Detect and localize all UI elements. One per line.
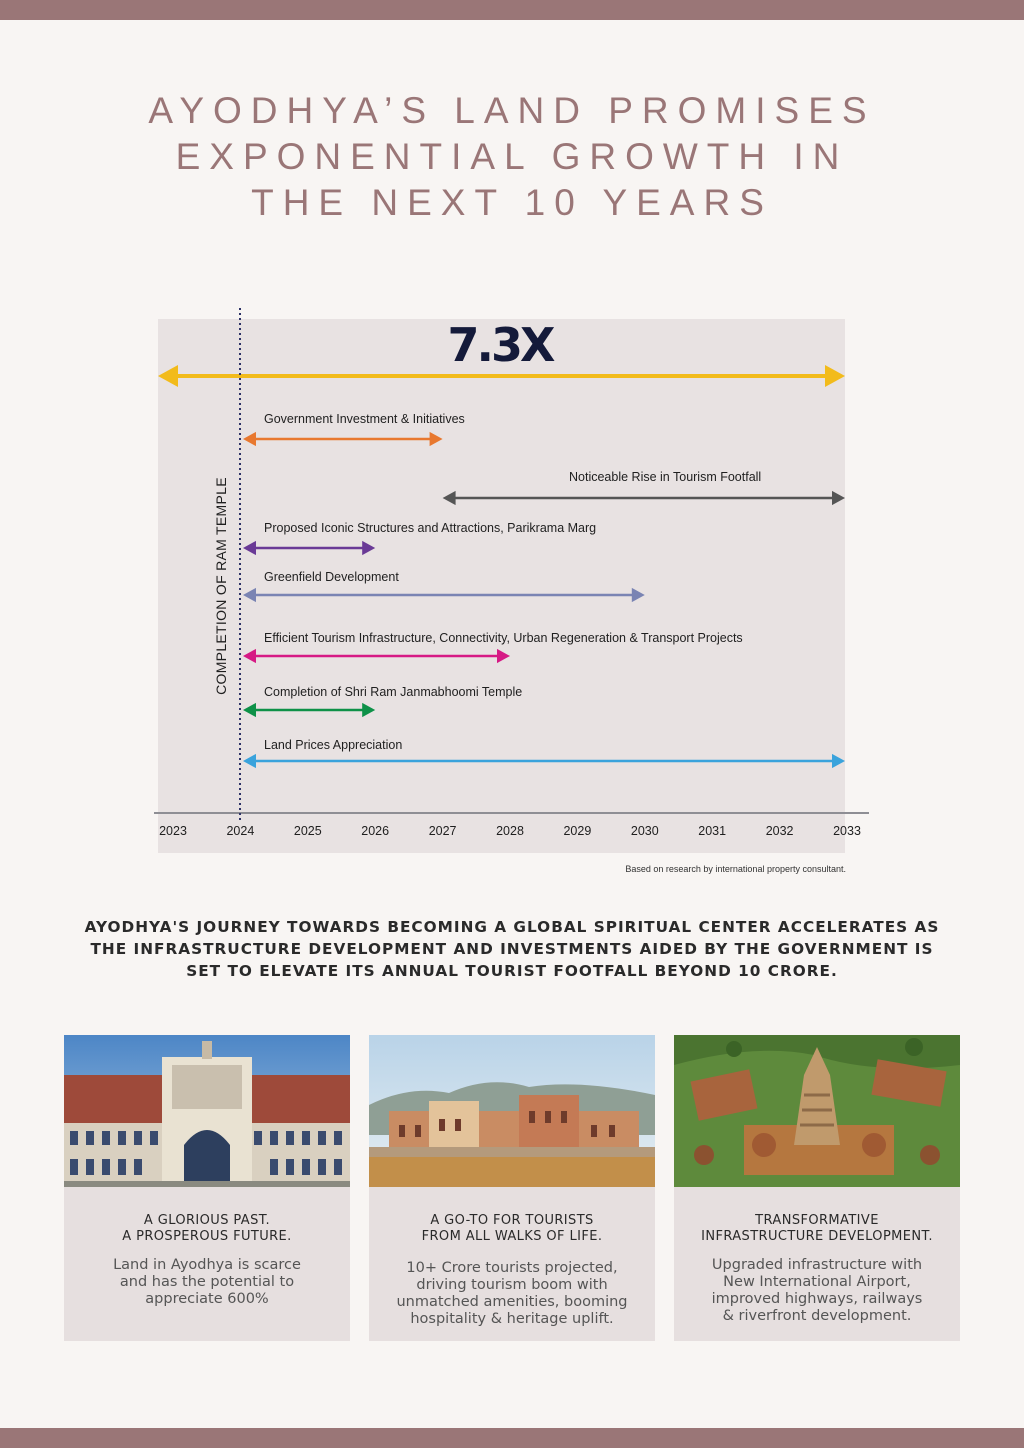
card-body-line: & riverfront development.: [722, 1308, 912, 1324]
statement-line: THE INFRASTRUCTURE DEVELOPMENT AND INVESTMENTS AIDED BY THE GOVERNMENT IS: [90, 940, 934, 958]
card-heading-line: FROM ALL WALKS OF LIFE.: [421, 1229, 603, 1244]
card-body-line: Upgraded infrastructure with: [711, 1257, 923, 1273]
title-line: AYODHYA’S LAND PROMISES: [148, 90, 876, 131]
card-heading: [674, 1213, 960, 1245]
headline-span-arrow: [158, 365, 845, 387]
timeline-item-label: Government Investment & Initiatives: [264, 412, 465, 426]
title-line: THE NEXT 10 YEARS: [251, 182, 773, 223]
year-tick-label: 2024: [226, 824, 255, 838]
year-tick-label: 2030: [630, 824, 659, 838]
card-heading-line: A GLORIOUS PAST.: [143, 1213, 271, 1228]
card-heading-line: A GO-TO FOR TOURISTS: [430, 1213, 594, 1228]
ram-temple-marker-label: COMPLETION OF RAM TEMPLE: [213, 477, 229, 695]
year-tick-label: 2027: [428, 824, 457, 838]
title-line: EXPONENTIAL GROWTH IN: [175, 136, 849, 177]
source-note: Based on research by international property consultant.: [625, 864, 846, 874]
heritage-gate-photo: [64, 1035, 350, 1187]
card-body-line: appreciate 600%: [145, 1291, 269, 1307]
timeline-arrow: [243, 754, 845, 768]
card-body: [64, 1257, 350, 1308]
timeline-item-label: Completion of Shri Ram Janmabhoomi Temple: [264, 685, 523, 699]
year-tick-label: 2028: [496, 824, 524, 838]
riverfront-ghat-photo: [369, 1035, 655, 1187]
timeline-arrow: [243, 703, 375, 717]
card-heading: [64, 1213, 350, 1245]
timeline-arrow: [243, 432, 443, 446]
bottom-band: [0, 1428, 1024, 1448]
timeline-item-label: Efficient Tourism Infrastructure, Connectivity, Urban Regeneration & Transport Projects: [264, 631, 743, 645]
year-tick-label: 2032: [765, 824, 794, 838]
card-body-line: hospitality & heritage uplift.: [410, 1311, 614, 1327]
year-tick-label: 2023: [159, 824, 187, 838]
year-tick-label: 2025: [293, 824, 322, 838]
growth-multiplier: 7.3X: [447, 318, 553, 372]
card-body-line: 10+ Crore tourists projected,: [406, 1260, 618, 1276]
card-body-line: New International Airport,: [723, 1274, 911, 1290]
timeline-arrow: [243, 541, 375, 555]
timeline-arrow: [243, 649, 510, 663]
card-heading-line: INFRASTRUCTURE DEVELOPMENT.: [701, 1229, 933, 1244]
card-body-line: unmatched amenities, booming: [396, 1294, 628, 1310]
temple-aerial-photo: [674, 1035, 960, 1187]
feature-card-glorious-past: [64, 1035, 350, 1341]
card-heading-line: TRANSFORMATIVE: [755, 1213, 879, 1228]
card-heading-line: A PROSPEROUS FUTURE.: [122, 1229, 292, 1244]
card-body: [674, 1257, 960, 1325]
timeline-item-label: Land Prices Appreciation: [264, 738, 403, 752]
timeline-arrow: [443, 491, 845, 505]
year-tick-label: 2026: [361, 824, 390, 838]
timeline-item-label: Greenfield Development: [264, 570, 399, 584]
journey-statement: [80, 916, 944, 982]
year-tick-label: 2031: [698, 824, 727, 838]
timeline-item-label: Proposed Iconic Structures and Attractions, Parikrama Marg: [264, 521, 597, 535]
feature-card-tourists: [369, 1035, 655, 1341]
card-heading: [369, 1213, 655, 1245]
card-body-line: driving tourism boom with: [416, 1277, 608, 1293]
feature-card-infrastructure: [674, 1035, 960, 1341]
year-tick-label: 2033: [833, 824, 861, 838]
year-tick-label: 2029: [563, 824, 592, 838]
card-body-line: and has the potential to: [119, 1274, 295, 1290]
timeline-arrow: [243, 588, 645, 602]
card-body-line: improved highways, railways: [711, 1291, 923, 1307]
card-body-line: Land in Ayodhya is scarce: [113, 1257, 301, 1273]
statement-line: SET TO ELEVATE ITS ANNUAL TOURIST FOOTFALL BEYOND 10 CRORE.: [186, 962, 838, 980]
statement-line: AYODHYA'S JOURNEY TOWARDS BECOMING A GLOBAL SPIRITUAL CENTER ACCELERATES AS: [84, 918, 940, 936]
timeline-item-label: Noticeable Rise in Tourism Footfall: [569, 470, 762, 484]
card-body: [369, 1260, 655, 1328]
